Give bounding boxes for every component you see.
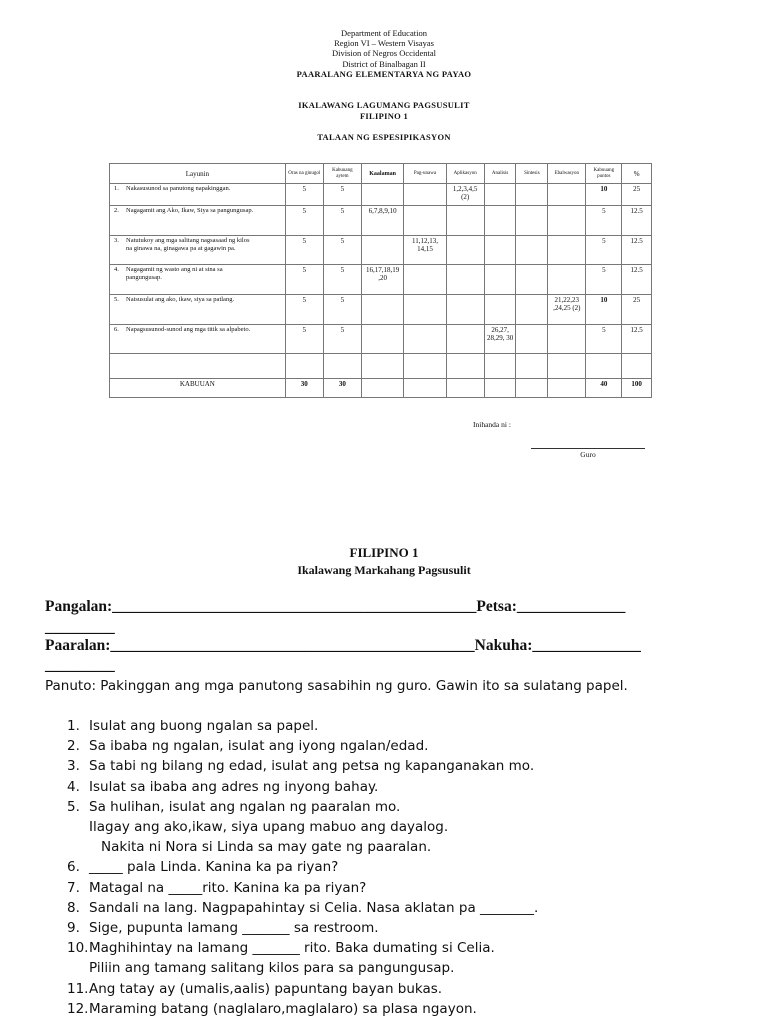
cell-analisis: [484, 265, 516, 295]
cell-percent: 12.5: [622, 206, 652, 236]
total-label: KABUUAN: [110, 379, 286, 398]
list-item: [67, 716, 747, 736]
item-number: 9.: [67, 920, 80, 937]
subject-name: FILIPINO 1: [359, 110, 409, 121]
item-number: 10.: [67, 940, 89, 957]
total-aytem: 30: [323, 379, 361, 398]
item-text: Isulat sa ibaba ang adres ng inyong bahay.: [89, 778, 379, 795]
cell-ebalwasyon: [548, 325, 586, 354]
school-row-continuation: _________: [45, 657, 115, 674]
table-row: [110, 295, 652, 325]
cell-percent: 12.5: [622, 265, 652, 295]
col-header-aytem: Kabuuang aytem: [323, 164, 361, 184]
cell-ebalwasyon: [548, 184, 586, 206]
cell-aplikasyon: [446, 265, 484, 295]
cell-analisis: [484, 206, 516, 236]
item-text: Maraming batang (naglalaro,maglalaro) sa plasa ngayon.: [89, 1000, 477, 1017]
list-item: [67, 857, 747, 877]
header-line: Division of Negros Occidental: [331, 48, 437, 59]
item-text: Ang tatay ay (umalis,aalis) papuntang bayan bukas.: [89, 980, 443, 997]
cell-kaalaman: 16,17,18,19 ,20: [361, 265, 403, 295]
cell-aytem: 5: [323, 184, 361, 206]
signature-line: [531, 448, 645, 449]
item-text: Isulat ang buong ngalan sa papel.: [89, 718, 319, 734]
list-item: [67, 797, 747, 817]
header-line: Region VI – Western Visayas: [334, 38, 434, 49]
item-number: 6.: [67, 859, 80, 876]
cell-puntos: 5: [586, 236, 622, 265]
table-row: [110, 325, 652, 354]
table-total-row: [110, 379, 652, 398]
cell-pagunawa: [404, 265, 446, 295]
cell-puntos: 10: [586, 295, 622, 325]
item-text: Sa hulihan, isulat ang ngalan ng paaralan mo.: [89, 798, 401, 815]
objective-cell: [110, 295, 286, 325]
cell-aytem: 5: [323, 206, 361, 236]
objective-number: 5.: [114, 296, 119, 303]
col-header-pagunawa: Pag-unawa: [404, 164, 446, 184]
objective-cell: [110, 184, 286, 206]
col-header-percent: %: [622, 164, 652, 184]
cell-ebalwasyon: [548, 265, 586, 295]
exam-title: FILIPINO 1: [349, 545, 419, 560]
item-number: 11.: [67, 980, 89, 997]
objective-cell: [110, 265, 286, 295]
table-header-row: [110, 164, 652, 184]
objective-cell: [110, 236, 286, 265]
objective-number: 4.: [114, 266, 119, 273]
cell-aytem: 5: [323, 236, 361, 265]
section-instruction: Piliin ang tamang salitang kilos para sa pangungusap.: [89, 960, 455, 977]
cell-puntos: 5: [586, 325, 622, 354]
cell-pagunawa: [404, 206, 446, 236]
col-header-kaalaman: Kaalaman: [361, 164, 403, 184]
cell-aytem: 5: [323, 325, 361, 354]
list-item: [67, 756, 747, 776]
list-item: [67, 898, 747, 918]
list-item: [67, 979, 747, 999]
cell-analisis: [484, 295, 516, 325]
cell-oras: 5: [285, 295, 323, 325]
cell-percent: 25: [622, 295, 652, 325]
cell-ebalwasyon: 21,22,23 ,24,25 (2): [548, 295, 586, 325]
cell-pagunawa: 11,12,13, 14,15: [404, 236, 446, 265]
cell-percent: 12.5: [622, 325, 652, 354]
list-item: [67, 777, 747, 797]
cell-kaalaman: [361, 184, 403, 206]
cell-ebalwasyon: [548, 236, 586, 265]
cell-analisis: [484, 184, 516, 206]
signature-role: Guro: [580, 450, 596, 459]
instructions: Panuto: Pakinggan ang mga panutong sasabihin ng guro. Gawin ito sa sulatang papel.: [45, 678, 628, 694]
item-number: 7.: [67, 879, 80, 896]
item-number: 3.: [67, 758, 80, 775]
objective-text: Napagsusunod-sunod ang mga titik sa alpabeto.: [126, 326, 251, 333]
cell-aplikasyon: [446, 206, 484, 236]
item-text: Maghihintay na lamang _______ rito. Baka dumating si Celia.: [89, 940, 495, 957]
cell-sintesis: [516, 184, 548, 206]
cell-oras: 5: [285, 265, 323, 295]
col-header-aplikasyon: Aplikasyon: [446, 164, 484, 184]
name-row-continuation: _________: [45, 619, 115, 636]
list-item: [67, 938, 747, 958]
objective-number: 1.: [114, 185, 119, 192]
section-instruction: Ilagay ang ako,ikaw, siya upang mabuo ang dayalog.: [89, 819, 449, 836]
cell-analisis: [484, 236, 516, 265]
cell-puntos: 10: [586, 184, 622, 206]
school-score-row: Paaralan:_______________________________________________Nakuha:______________: [45, 637, 641, 654]
dialog-intro: Nakita ni Nora si Linda sa may gate ng paaralan.: [101, 839, 432, 856]
cell-puntos: 5: [586, 206, 622, 236]
total-percent: 100: [622, 379, 652, 398]
cell-kaalaman: [361, 295, 403, 325]
item-text: Sandali na lang. Nagpapahintay si Celia. Nasa aklatan pa ________.: [89, 899, 539, 916]
cell-sintesis: [516, 206, 548, 236]
exam-subtitle: Ikalawang Markahang Pagsusulit: [297, 563, 471, 577]
question-list: [67, 716, 747, 1019]
cell-kaalaman: 6,7,8,9,10: [361, 206, 403, 236]
objective-text: Nagagamit ng wasto ang ni at sina sa pangungusap.: [126, 266, 223, 281]
cell-aytem: 5: [323, 295, 361, 325]
list-item: [67, 878, 747, 898]
school-name: PAARALANG ELEMENTARYA NG PAYAO: [296, 68, 472, 79]
item-text: Matagal na _____rito. Kanina ka pa riyan?: [89, 879, 367, 896]
total-oras: 30: [285, 379, 323, 398]
cell-sintesis: [516, 265, 548, 295]
cell-percent: 25: [622, 184, 652, 206]
table-row: [110, 184, 652, 206]
objective-number: 6.: [114, 326, 119, 333]
cell-aplikasyon: [446, 325, 484, 354]
list-item: [67, 736, 747, 756]
name-date-row: Pangalan:_______________________________________________Petsa:______________: [45, 598, 626, 615]
col-header-analisis: Analisis: [484, 164, 516, 184]
cell-analisis: 26,27, 28,29, 30: [484, 325, 516, 354]
col-header-layunin: Layunin: [110, 164, 286, 184]
spec-titles: [0, 100, 768, 143]
col-header-puntos: Kabuuang puntos: [586, 164, 622, 184]
cell-ebalwasyon: [548, 206, 586, 236]
item-text: Sa tabi ng bilang ng edad, isulat ang petsa ng kapanganakan mo.: [89, 758, 535, 775]
col-header-ebalwasyon: Ebalwasyon: [548, 164, 586, 184]
item-number: 5.: [67, 798, 80, 815]
cell-oras: 5: [285, 184, 323, 206]
cell-percent: 12.5: [622, 236, 652, 265]
item-number: 1.: [67, 718, 80, 734]
objective-text: Naisusulat ang ako, ikaw, siya sa patlang.: [126, 296, 235, 303]
cell-aplikasyon: [446, 236, 484, 265]
cell-aplikasyon: 1,2,3,4,5 (2): [446, 184, 484, 206]
table-row-empty: [110, 354, 652, 379]
cell-aytem: 5: [323, 265, 361, 295]
cell-pagunawa: [404, 325, 446, 354]
item-number: 12.: [67, 1000, 89, 1017]
cell-oras: 5: [285, 236, 323, 265]
table-row: [110, 236, 652, 265]
item-number: 2.: [67, 738, 80, 755]
objective-text: Natutukoy ang mga salitang nagsasaad ng kilos na ginawa na, ginagawa pa at gagawin pa.: [126, 237, 250, 252]
table-title: TALAAN NG ESPESIPIKASYON: [317, 132, 451, 142]
exam-name: IKALAWANG LAGUMANG PAGSUSULIT: [298, 100, 470, 110]
header-line: District of Binalbagan II: [342, 58, 426, 69]
cell-pagunawa: [404, 295, 446, 325]
col-header-sintesis: Sintesis: [516, 164, 548, 184]
objective-cell: [110, 206, 286, 236]
cell-sintesis: [516, 325, 548, 354]
cell-oras: 5: [285, 206, 323, 236]
cell-kaalaman: [361, 236, 403, 265]
cell-pagunawa: [404, 184, 446, 206]
total-puntos: 40: [586, 379, 622, 398]
cell-puntos: 5: [586, 265, 622, 295]
item-text: _____ pala Linda. Kanina ka pa riyan?: [89, 859, 339, 876]
specification-table: [109, 163, 652, 398]
objective-number: 3.: [114, 237, 119, 244]
objective-text: Nagagamit ang Ako, Ikaw, Siya sa pangungusap.: [126, 207, 254, 214]
table-row: [110, 265, 652, 295]
item-text: Sige, pupunta lamang _______ sa restroom.: [89, 920, 379, 937]
col-header-oras: Oras na ginugol: [285, 164, 323, 184]
cell-oras: 5: [285, 325, 323, 354]
objective-number: 2.: [114, 207, 119, 214]
cell-sintesis: [516, 236, 548, 265]
objective-text: Nakasusunod sa panutong napakinggan.: [126, 185, 231, 192]
item-number: 8.: [67, 899, 80, 916]
item-text: Sa ibaba ng ngalan, isulat ang iyong ngalan/edad.: [89, 738, 429, 755]
cell-aplikasyon: [446, 295, 484, 325]
list-item: [67, 999, 747, 1019]
item-number: 4.: [67, 778, 80, 795]
cell-sintesis: [516, 295, 548, 325]
objective-cell: [110, 325, 286, 354]
prepared-by-label: Inihanda ni :: [473, 420, 511, 429]
document-header: [0, 28, 768, 79]
list-item: [67, 918, 747, 938]
header-line: Department of Education: [341, 28, 427, 38]
cell-kaalaman: [361, 325, 403, 354]
table-row: [110, 206, 652, 236]
